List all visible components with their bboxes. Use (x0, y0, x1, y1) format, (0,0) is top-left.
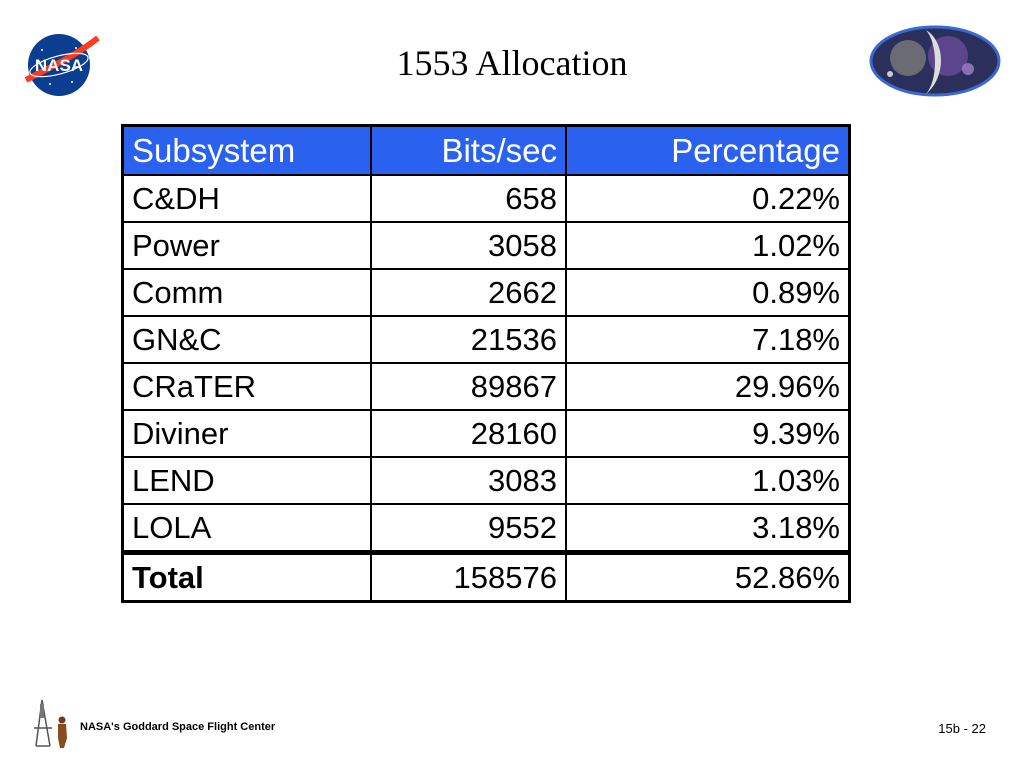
cell-percentage: 0.89% (566, 269, 850, 316)
header-percentage: Percentage (566, 126, 850, 176)
table-row (123, 363, 850, 410)
total-label: Total (123, 553, 372, 602)
table-header-row (123, 126, 850, 176)
cell-percentage: 3.18% (566, 504, 850, 553)
table-row (123, 175, 850, 222)
table-row (123, 504, 850, 553)
cell-subsystem: LOLA (123, 504, 372, 553)
table-row (123, 457, 850, 504)
cell-percentage: 29.96% (566, 363, 850, 410)
header-bits-per-sec: Bits/sec (371, 126, 566, 176)
cell-bits: 9552 (371, 504, 566, 553)
cell-subsystem: Power (123, 222, 372, 269)
cell-subsystem: Comm (123, 269, 372, 316)
page-number: 15b - 22 (938, 721, 986, 736)
table-total-row (123, 553, 850, 602)
total-percentage: 52.86% (566, 553, 850, 602)
header-subsystem: Subsystem (123, 126, 372, 176)
cell-bits: 89867 (371, 363, 566, 410)
cell-bits: 2662 (371, 269, 566, 316)
cell-percentage: 9.39% (566, 410, 850, 457)
goddard-rocket-figure-icon (28, 698, 76, 750)
nasa-logo-text: NASA (34, 56, 84, 75)
cell-subsystem: Diviner (123, 410, 372, 457)
mission-patch-icon (868, 24, 1002, 98)
cell-subsystem: CRaTER (123, 363, 372, 410)
cell-percentage: 0.22% (566, 175, 850, 222)
cell-bits: 658 (371, 175, 566, 222)
table-row (123, 269, 850, 316)
cell-bits: 3058 (371, 222, 566, 269)
cell-subsystem: GN&C (123, 316, 372, 363)
cell-percentage: 7.18% (566, 316, 850, 363)
cell-percentage: 1.02% (566, 222, 850, 269)
table-row (123, 222, 850, 269)
cell-percentage: 1.03% (566, 457, 850, 504)
cell-bits: 3083 (371, 457, 566, 504)
allocation-table (121, 124, 851, 603)
table-row (123, 316, 850, 363)
footer-center-name: NASA's Goddard Space Flight Center (80, 721, 276, 733)
total-bits: 158576 (371, 553, 566, 602)
slide-title: 1553 Allocation (396, 43, 628, 83)
table-row (123, 410, 850, 457)
cell-subsystem: C&DH (123, 175, 372, 222)
cell-subsystem: LEND (123, 457, 372, 504)
cell-bits: 28160 (371, 410, 566, 457)
cell-bits: 21536 (371, 316, 566, 363)
